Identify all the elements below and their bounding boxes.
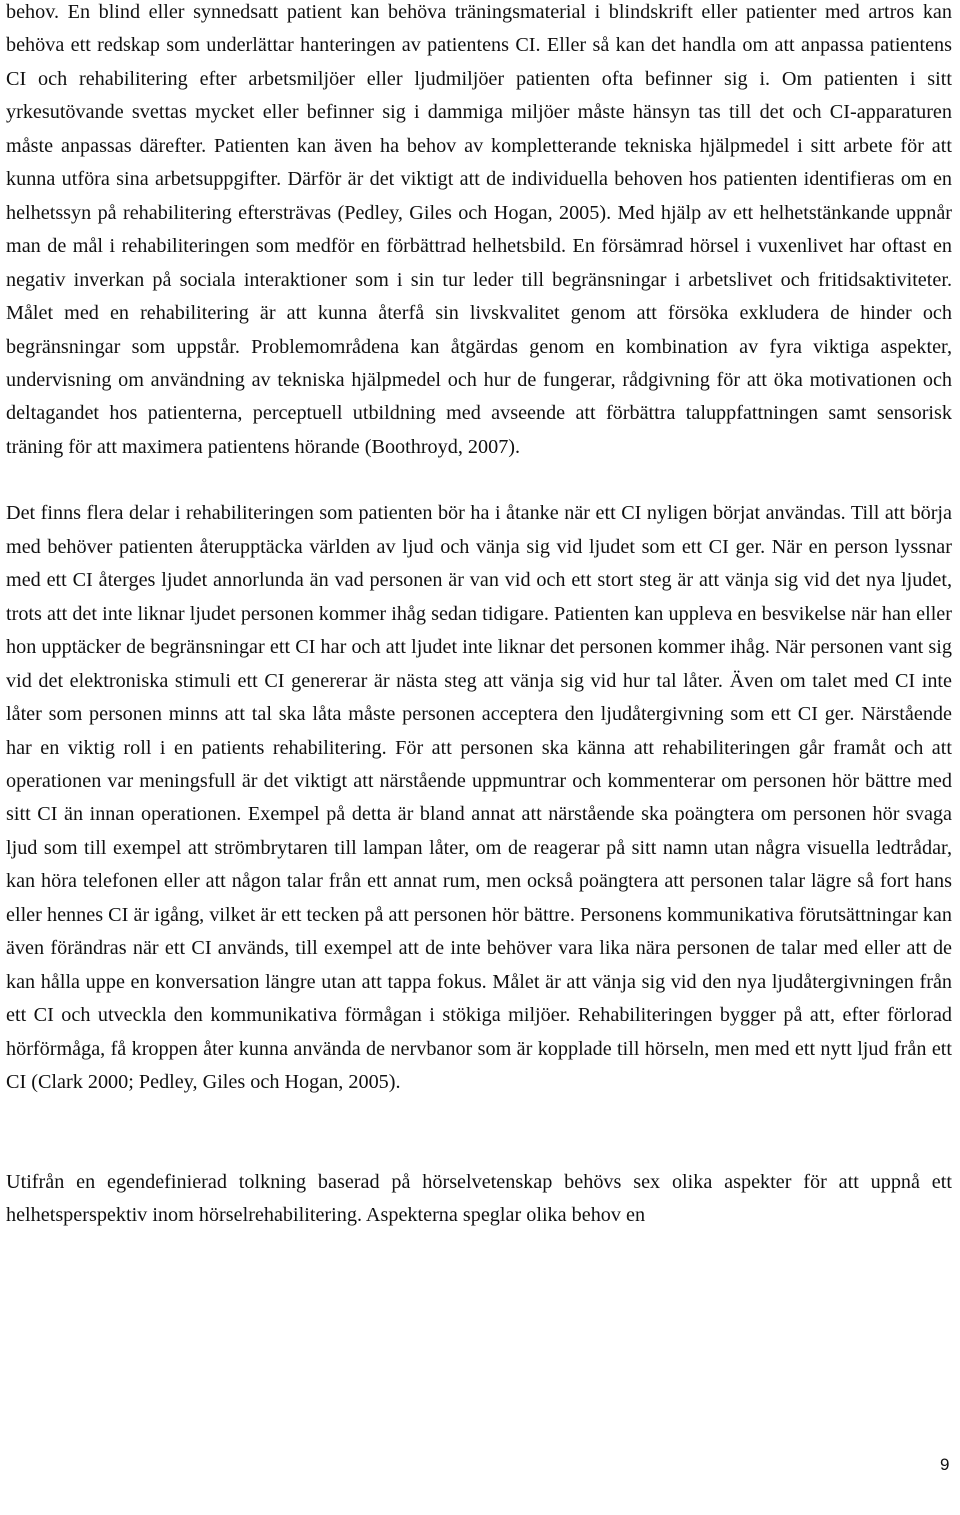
body-paragraph-2: Det finns flera delar i rehabiliteringen som patienten bör ha i åtanke när ett CI nyligen börjat användas. Till att börja med behöver patienten återupptäcka världen av ljud och vänja sig vid ljudet som ett CI ger. När en person lyssnar med ett CI återges ljudet annorlunda än vad personen är van vid och ett stort steg är att vänja sig vid det nya ljudet, trots att det inte liknar ljudet personen kommer ihåg sedan tidigare. Patienten kan uppleva en besvikelse när han eller hon upptäcker de begränsningar ett CI har och att ljudet inte liknar det personen kommer ihåg. När personen vant sig vid det elektroniska stimuli ett CI genererar är nästa steg att vänja sig vid hur tal låter. Även om talet med CI inte låter som personen minns att tal ska låta måste personen acceptera den ljudåtergivning som ett CI ger. Närstående har en viktig roll i en patients rehabilitering. För att personen ska känna att rehabiliteringen går framåt och att operationen var meningsfull är det viktigt att närstående uppmuntrar och kommenterar om personen hör bättre med sitt CI än innan operationen. Exempel på detta är bland annat att närstående ska poängtera om personen hör svaga ljud som till exempel att strömbrytaren till lampan låter, om de reagerar på sitt namn utan några visuella ledtrådar, kan höra telefonen eller att någon talar från ett annat rum, men också poängtera att personen talar lägre så fort hans eller hennes CI är igång, vilket är ett tecken på att personen hör bättre. Personens kommunikativa förutsättningar kan även förändras när ett CI används, till exempel att de inte behöver vara lika nära personen de talar med eller att de kan hålla uppe en konversation längre utan att tappa fokus. Målet är att vänja sig vid den nya ljudåtergivningen från ett CI och utveckla den kommunikativa förmågan i stökiga miljöer. Rehabiliteringen bygger på att, efter förlorad hörförmåga, få kroppen åter kunna använda de nervbanor som är kopplade till hörseln, men med ett nytt ljud från ett CI (Clark 2000; Pedley, Giles och Hogan, 2005).: [6, 502, 952, 1094]
body-paragraph-3: Utifrån en egendefinierad tolkning baserad på hörselvetenskap behövs sex olika aspekter för att uppnå ett helhetsperspektiv inom hörselrehabilitering. Aspekterna speglar olika behov en: [6, 1170, 952, 1226]
body-paragraph-1: behov. En blind eller synnedsatt patient kan behöva träningsmaterial i blindskrift eller patienter med artros kan behöva ett redskap som underlättar hanteringen av patientens CI. Eller så kan det handla om att anpassa patientens CI och rehabilitering efter arbetsmiljöer eller ljudmiljöer patienten ofta befinner sig i. Om patienten i sitt yrkesutövande svettas mycket eller befinner sig i dammiga miljöer måste hänsyn tas till det och CI-apparaturen måste anpassas därefter. Patienten kan även ha behov av kompletterande tekniska hjälpmedel i sitt arbete för att kunna utföra sina arbetsuppgifter. Därför är det viktigt att de individuella behoven hos patienten identifieras om en helhetssyn på rehabilitering eftersträvas (Pedley, Giles och Hogan, 2005). Med hjälp av ett helhetstänkande uppnår man de mål i rehabiliteringen som medför en förbättrad helhetsbild. En försämrad hörsel i vuxenlivet har oftast en negativ inverkan på sociala interaktioner som i sin tur leder till begränsningar i arbetslivet och fritidsaktiviteter. Målet med en rehabilitering är att kunna återfå sin livskvalitet genom att försöka exkludera de hinder och begränsningar som uppstår. Problemområdena kan åtgärdas genom en kombination av fyra viktiga aspekter, undervisning om användning av tekniska hjälpmedel och hur de fungerar, rådgivning för att öka motivationen och deltagandet hos patienterna, perceptuell utbildning med avseende att förbättra taluppfattningen samt sensorisk träning för att maximera patientens hörande (Boothroyd, 2007).: [6, 1, 952, 458]
page-number: 9: [940, 1455, 950, 1474]
document-page: [6, 0, 952, 1232]
